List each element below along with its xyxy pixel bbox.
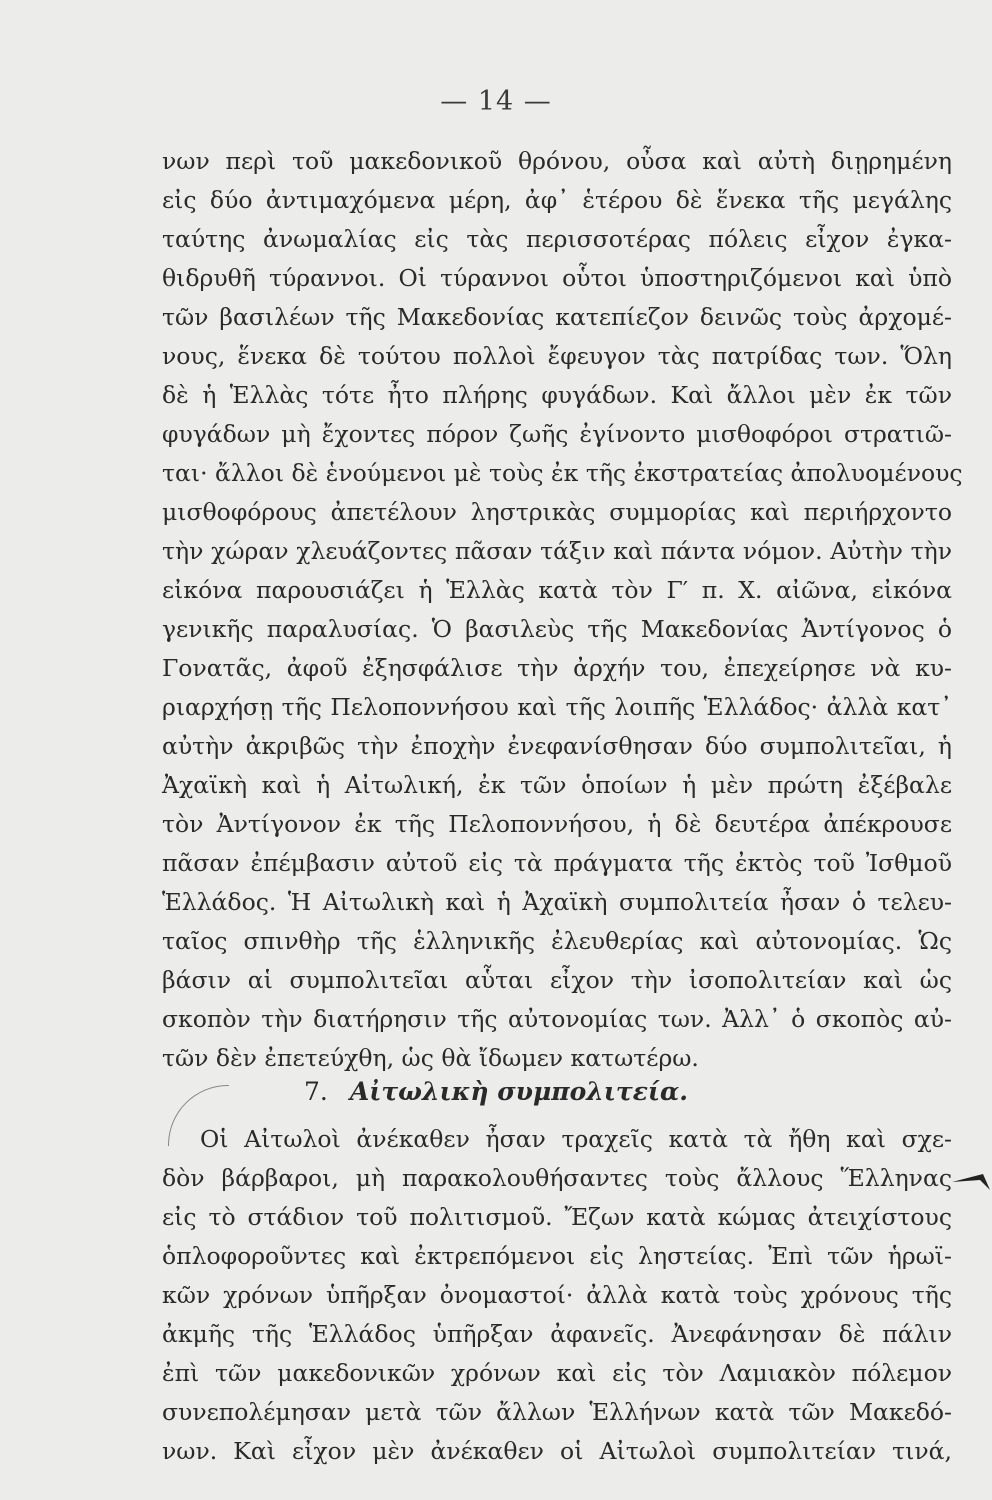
page-edge-mark <box>950 1160 992 1200</box>
text-line: δὲ ἡ Ἑλλὰς τότε ἦτο πλήρης φυγάδων. Καὶ ἄλλοι μὲν ἐκ τῶν <box>162 381 952 409</box>
text-line: Γονατᾶς, ἀφοῦ ἐξησφάλισε τὴν ἀρχήν του, ἐπεχείρησε νὰ κυ- <box>162 654 952 682</box>
text-line: θιδρυθῆ τύραννοι. Οἱ τύραννοι οὗτοι ὑποστηριζόμενοι καὶ ὑπὸ <box>162 264 952 292</box>
text-line: σκοπὸν τὴν διατήρησιν τῆς αὐτονομίας των. Ἀλλ᾽ ὁ σκοπὸς αὐ- <box>162 1005 952 1033</box>
text-line: ριαρχήσῃ τῆς Πελοποννήσου καὶ τῆς λοιπῆς Ἑλλάδος· ἀλλὰ κατ᾽ <box>162 693 952 721</box>
text-line: εἰς δύο ἀντιμαχόμενα μέρη, ἀφ᾽ ἑτέρου δὲ ἕνεκα τῆς μεγάλης <box>162 186 952 214</box>
text-line: νων περὶ τοῦ μακεδονικοῦ θρόνου, οὖσα καὶ αὐτὴ διῃρημένη <box>162 147 952 175</box>
section-title: Αἰτωλικὴ συμπολιτεία. <box>349 1077 688 1106</box>
text-line: ταύτης ἀνωμαλίας εἰς τὰς περισσοτέρας πόλεις εἶχον ἐγκα- <box>162 225 952 253</box>
paragraph-section <box>162 1120 952 1471</box>
text-line: ταῖος σπινθὴρ τῆς ἑλληνικῆς ἐλευθερίας καὶ αὐτονομίας. Ὡς <box>162 927 952 955</box>
text-line: κῶν χρόνων ὑπῆρξαν ὀνομαστοί· ἀλλὰ κατὰ τοὺς χρόνους τῆς <box>162 1281 952 1309</box>
section-number: 7. <box>304 1077 328 1106</box>
text-line: εἰκόνα παρουσιάζει ἡ Ἑλλὰς κατὰ τὸν Γ′ π. Χ. αἰῶνα, εἰκόνα <box>162 576 952 604</box>
text-line: συνεπολέμησαν μετὰ τῶν ἄλλων Ἑλλήνων κατὰ τῶν Μακεδό- <box>162 1398 952 1426</box>
text-line: τῶν βασιλέων τῆς Μακεδονίας κατεπίεζον δεινῶς τοὺς ἀρχομέ- <box>162 303 952 331</box>
text-line: μισθοφόρους ἀπετέλουν ληστρικὰς συμμορίας καὶ περιήρχοντο <box>162 498 952 526</box>
text-line: νων. Καὶ εἶχον μὲν ἀνέκαθεν οἱ Αἰτωλοὶ συμπολιτείαν τινά, <box>162 1437 952 1465</box>
section-heading <box>0 1072 992 1112</box>
text-line: νους, ἕνεκα δὲ τούτου πολλοὶ ἔφευγον τὰς πατρίδας των. Ὅλη <box>162 342 952 370</box>
text-line: ται· ἄλλοι δὲ ἑνούμενοι μὲ τοὺς ἐκ τῆς ἐκστρατείας ἀπολυομένους <box>162 459 963 487</box>
text-line: τὴν χώραν χλευάζοντες πᾶσαν τάξιν καὶ πάντα νόμον. Αὐτὴν τὴν <box>162 537 952 565</box>
paragraph-main <box>162 142 963 1078</box>
text-line: εἰς τὸ στάδιον τοῦ πολιτισμοῦ. Ἔζων κατὰ κώμας ἀτειχίστους <box>162 1203 952 1231</box>
text-line: φυγάδων μὴ ἔχοντες πόρον ζωῆς ἐγίνοντο μισθοφόροι στρατιῶ- <box>162 420 952 448</box>
text-line: πᾶσαν ἐπέμβασιν αὐτοῦ εἰς τὰ πράγματα τῆς ἐκτὸς τοῦ Ἰσθμοῦ <box>162 849 952 877</box>
text-line: τὸν Ἀντίγονον ἐκ τῆς Πελοποννήσου, ἡ δὲ δευτέρα ἀπέκρουσε <box>162 810 952 838</box>
text-line: Οἱ Αἰτωλοὶ ἀνέκαθεν ἦσαν τραχεῖς κατὰ τὰ ἤθη καὶ σχε- <box>200 1125 952 1153</box>
text-line: Ἑλλάδος. Ἡ Αἰτωλικὴ καὶ ἡ Ἀχαϊκὴ συμπολιτεία ἦσαν ὁ τελευ- <box>162 888 952 916</box>
text-line: ἀκμῆς τῆς Ἑλλάδος ὑπῆρξαν ἀφανεῖς. Ἀνεφάνησαν δὲ πάλιν <box>162 1320 952 1348</box>
text-line: αὐτὴν ἀκριβῶς τὴν ἐποχὴν ἐνεφανίσθησαν δύο συμπολιτεῖαι, ἡ <box>162 732 952 760</box>
page-number: — 14 — <box>440 86 552 117</box>
text-line: βάσιν αἱ συμπολιτεῖαι αὗται εἶχον τὴν ἰσοπολιτείαν καὶ ὡς <box>162 966 952 994</box>
text-line: γενικῆς παραλυσίας. Ὁ βασιλεὺς τῆς Μακεδονίας Ἀντίγονος ὁ <box>162 615 952 643</box>
text-line: τῶν δὲν ἐπετεύχθη, ὡς θὰ ἴδωμεν κατωτέρω. <box>162 1044 699 1072</box>
text-line: ὁπλοφοροῦντες καὶ ἐκτρεπόμενοι εἰς ληστείας. Ἐπὶ τῶν ἡρωϊ- <box>162 1242 952 1270</box>
text-line: ἐπὶ τῶν μακεδονικῶν χρόνων καὶ εἰς τὸν Λαμιακὸν πόλεμον <box>162 1359 952 1387</box>
text-line: Ἀχαϊκὴ καὶ ἡ Αἰτωλική, ἐκ τῶν ὁποίων ἡ μὲν πρώτη ἐξέβαλε <box>162 771 952 799</box>
text-line: δὸν βάρβαροι, μὴ παρακολουθήσαντες τοὺς ἄλλους Ἕλληνας <box>162 1164 952 1192</box>
